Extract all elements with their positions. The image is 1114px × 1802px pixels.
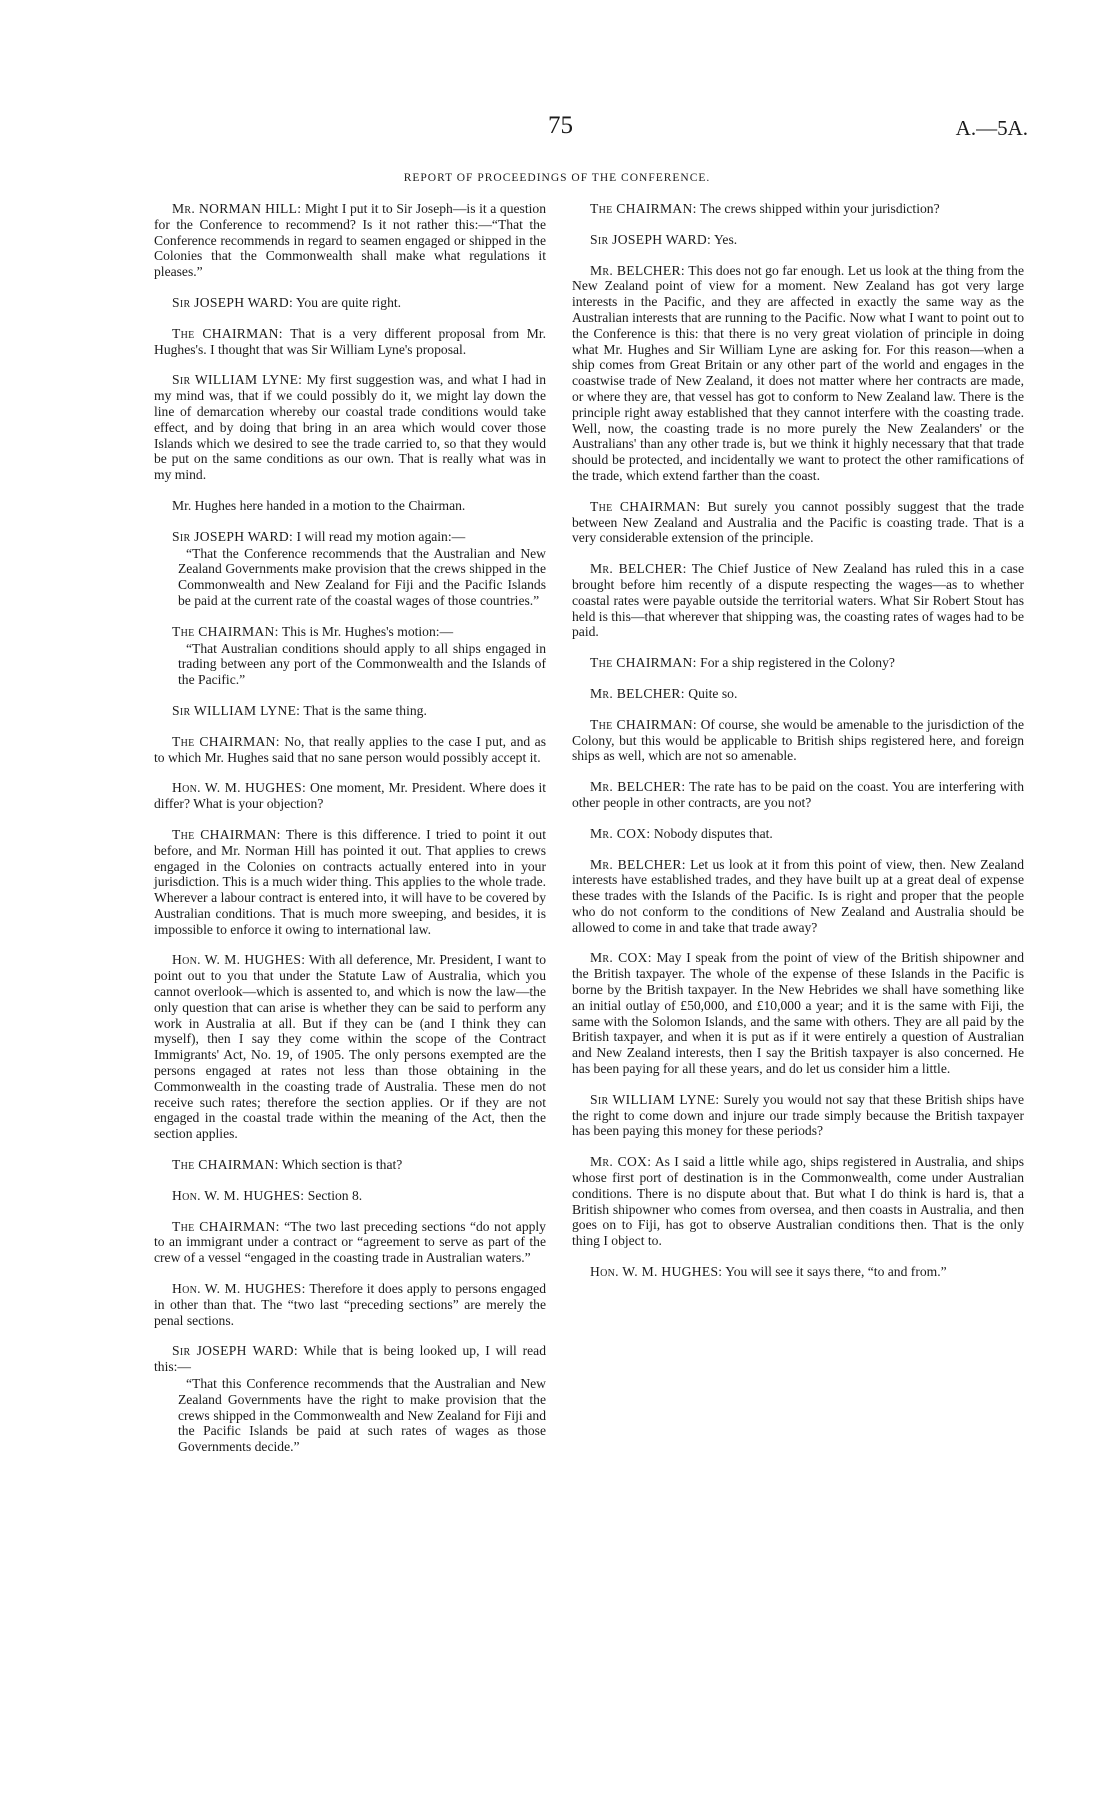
speech-paragraph	[572, 826, 1024, 842]
speaker-name: The CHAIRMAN:	[172, 733, 280, 749]
speaker-name: Sir JOSEPH WARD:	[590, 231, 712, 247]
speech-text: My first suggestion was, and what I had in my mind was, that if we could possibly do it, we might lay down the line of demarcation whereby our coastal trade conditions would take effect, and by doing that bring in an area which would cover those Islands which we desired to see the trade carried to, so that they would be put on the same conditions as our own. That is really what was in my mind.	[154, 372, 546, 483]
speaker-name: The CHAIRMAN:	[172, 826, 281, 842]
speech-paragraph	[572, 1154, 1024, 1249]
speech-paragraph	[154, 498, 546, 514]
quoted-motion: “That Australian conditions should apply to all ships engaged in trading between any port of the Commonwealth and the Islands of the Pacific.”	[178, 640, 546, 688]
speech-paragraph	[154, 295, 546, 311]
speech-text: Let us look at it from this point of view, then. New Zealand interests have established trades, and they have built up at a great deal of expense these trades with the Islands of the Pacific. Is is right and proper that the people who do not conform to the conditions of New Zealand and Australia should be allowed to come in and take that trade away?	[572, 856, 1025, 935]
speech-paragraph	[154, 529, 546, 545]
speaker-name: The CHAIRMAN:	[590, 498, 701, 514]
speech-paragraph	[154, 1343, 546, 1375]
speaker-name: Sir WILLIAM LYNE:	[590, 1091, 720, 1107]
speaker-name: Mr. BELCHER:	[590, 561, 687, 577]
speech-text: The crews shipped within your jurisdiction?	[696, 201, 940, 216]
speech-text: Might I put it to Sir Joseph—is it a question for the Conference to recommend? Is it not rather this:—“That the Conference recommends in regard to seamen engaged or shipped in the Colonies that the Commonwealth shall make what regulations it pleases.”	[154, 201, 546, 280]
speaker-name: Mr. BELCHER:	[590, 779, 686, 795]
speech-paragraph	[572, 950, 1024, 1076]
speech-paragraph	[154, 372, 546, 483]
speech-paragraph	[154, 1219, 546, 1266]
speech-text: For a ship registered in the Colony?	[696, 655, 895, 671]
speech-paragraph	[154, 827, 546, 938]
speaker-name: The CHAIRMAN:	[590, 201, 697, 216]
speech-paragraph	[572, 655, 1024, 671]
speaker-name: The CHAIRMAN:	[590, 655, 697, 671]
document-reference: A.—5A.	[955, 116, 1028, 140]
speech-text: No, that really applies to the case I put, and as to which Mr. Hughes said that no sane person would possibly accept it.	[154, 733, 546, 765]
speaker-name: Sir WILLIAM LYNE:	[172, 372, 303, 388]
quoted-motion: “That the Conference recommends that the Australian and New Zealand Governments make provision that the crews shipped in the Commonwealth and New Zealand for Fiji and the Pacific Islands be paid at the current rate of the coastal wages of those countries.”	[178, 545, 546, 608]
speech-paragraph	[572, 201, 1024, 217]
speech-paragraph	[572, 1264, 1024, 1280]
speaker-name: Mr. BELCHER:	[590, 262, 685, 278]
speech-text: Yes.	[711, 231, 738, 247]
speech-paragraph	[154, 624, 546, 640]
speaker-name: Mr. COX:	[590, 950, 652, 966]
speaker-name: Hon. W. M. HUGHES:	[172, 1281, 306, 1297]
speech-text: This does not go far enough. Let us look at the thing from the New Zealand point of view for a moment. New Zealand has got very large interests in the Pacific, and they are affected in exactly the same way as the Australian interests that are running to the Pacific. Now what I want to point out to the Conference is this: that there is no very great violation of principle in doing what Mr. Hughes and Sir William Lyne are asking for. For this reason—when a ship comes from Great Britain or any other part of the world and engages in the coastwise trade of New Zealand, it does not matter where her contracts are made, or where they are, that vessel has got to conform to New Zealand law. There is the principle right away established that they cannot interfere with the coasting trade. Well, now, the coasting trade is no more purely the New Zealanders' or the Australians' than any other trade is, but we think it highly necessary that that trade should be protected, and incidentally we want to protect the other ramifications of the trade, which extend farther than the coast.	[572, 262, 1025, 483]
speech-paragraph	[572, 717, 1024, 764]
speech-paragraph	[572, 561, 1024, 640]
speaker-name: Mr. BELCHER:	[590, 856, 686, 872]
speech-text: Section 8.	[304, 1187, 363, 1203]
speech-paragraph	[154, 703, 546, 719]
speaker-name: The CHAIRMAN:	[172, 1157, 279, 1173]
speech-text: As I said a little while ago, ships registered in Australia, and ships whose first port of destination is in the Commonwealth, come under Australian conditions. There is no dispute about that. But what I do think is hard is, that a British shipowner who comes from oversea, and then coasts in Australia, and then goes on to Fiji, has got to observe Australian conditions then. That is the only thing I object to.	[572, 1154, 1024, 1249]
speech-paragraph	[154, 1188, 546, 1204]
speaker-name: The CHAIRMAN:	[590, 716, 697, 732]
speech-text: This is Mr. Hughes's motion:—	[278, 623, 454, 639]
speaker-name: Sir JOSEPH WARD:	[172, 294, 294, 310]
speech-text: Quite so.	[684, 685, 738, 701]
speech-text: May I speak from the point of view of the British shipowner and the British taxpayer. The whole of the expense of these Islands in the Pacific is borne by the British taxpayer. In the New Hebrides we shall have something like an initial outlay of £50,000, and £10,000 a year; and it is the same with Fiji, the same with the Solomon Islands, and the same with others. They are all paid by the British taxpayer, and when it is put as if it were entirely a question of Australian and New Zealand interests, then I say the British taxpayer is also concerned. He has been paying for all these years, and do let us consider him a little.	[572, 950, 1024, 1077]
speaker-name: The CHAIRMAN:	[172, 325, 283, 341]
speech-paragraph	[154, 1157, 546, 1173]
speech-text: You will see it says there, “to and from.”	[722, 1264, 947, 1280]
speech-paragraph	[572, 263, 1024, 484]
left-column	[154, 201, 546, 1470]
speech-paragraph	[572, 857, 1024, 936]
speech-text: I will read my motion again:—	[293, 528, 466, 544]
speech-text: That is the same thing.	[300, 702, 427, 718]
speaker-name: Hon. W. M. HUGHES:	[172, 952, 306, 968]
speech-text: Nobody disputes that.	[650, 825, 773, 841]
speaker-name: The CHAIRMAN:	[172, 623, 279, 639]
speech-text: The Chief Justice of New Zealand has ruled this in a case brought before him recently of a dispute respecting the wages—as to whether coastal rates were payable outside the territorial waters. What Sir Robert Stout has held is this—that wherever that shipping was, the coasting rates of wages had to be paid.	[572, 561, 1025, 640]
speaker-name: Hon. W. M. HUGHES:	[172, 1187, 305, 1203]
speech-paragraph	[572, 686, 1024, 702]
speaker-name: Sir JOSEPH WARD:	[172, 528, 294, 544]
speech-text: There is this difference. I tried to point it out before, and Mr. Norman Hill has pointed it out. That applies to crews engaged in the Colonies on contracts actually entered into in your jurisdiction. This is a much wider thing. This applies to the whole trade. Wherever a labour contract is entered into, it will have to be covered by Australian conditions. That is much more sweeping, and besides, it is impossible to enforce it owing to international law.	[154, 826, 546, 937]
speech-text: One moment, Mr. President. Where does it differ? What is your objection?	[154, 780, 546, 812]
speaker-name: Mr. BELCHER:	[590, 685, 685, 701]
speech-text: While that is being looked up, I will read this:—	[154, 1343, 547, 1375]
speaker-name: The CHAIRMAN:	[172, 1218, 280, 1234]
speech-paragraph	[572, 1092, 1024, 1139]
speech-text: Therefore it does apply to persons engaged in other than that. The “two last “preceding sections” are merely the penal sections.	[154, 1281, 547, 1328]
speaker-name: Hon. W. M. HUGHES:	[172, 780, 307, 796]
speaker-name: Mr. COX:	[590, 825, 651, 841]
speaker-name: Mr. COX:	[590, 1154, 652, 1170]
speech-text: “The two last preceding sections “do not apply to an immigrant under a contract or “agreement to serve as part of the crew of a vessel “engaged in the coasting trade in Australian waters.”	[154, 1218, 546, 1266]
speech-text: With all deference, Mr. President, I want to point out to you that under the Statute Law of Australia, which you cannot overlook—which is assented to, and which is now the law—the only question that can arise is whether they can be said to perform any work in Australia at all. But if they can be (and I think they can myself), then I say they come within the scope of the Contract Immigrants' Act, No. 19, of 1905. The only persons exempted are the persons engaged at rates not less than those obtaining in the Commonwealth in the coasting trade of Australia. These men do not receive such rates; therefore the section applies. Or if they are not engaged in the coastal trade within the meaning of the Act, then the section applies.	[154, 952, 546, 1142]
speech-text: The rate has to be paid on the coast. You are interfering with other people in other contracts, are you not?	[572, 779, 1025, 810]
speaker-name: Sir WILLIAM LYNE:	[172, 702, 301, 718]
speech-paragraph	[154, 201, 546, 280]
speech-text: Which section is that?	[278, 1157, 403, 1173]
speaker-name: Mr. NORMAN HILL:	[172, 201, 302, 216]
speech-paragraph	[572, 499, 1024, 546]
speech-text: Of course, she would be amenable to the jurisdiction of the Colony, but this would be applicable to British ships registered here, and foreign ships as well, which are not so amenable.	[572, 716, 1024, 764]
speech-text: But surely you cannot possibly suggest that the trade between New Zealand and Australia and the Pacific is coasting trade. That is a very considerable extension of the principle.	[572, 498, 1024, 546]
speech-text: You are quite right.	[293, 294, 402, 310]
speaker-name: Sir JOSEPH WARD:	[172, 1343, 298, 1359]
speech-text: Mr. Hughes here handed in a motion to the Chairman.	[172, 497, 466, 513]
speech-paragraph	[154, 734, 546, 766]
speech-text: That is a very different proposal from Mr. Hughes's. I thought that was Sir William Lyne's proposal.	[154, 325, 546, 357]
speech-paragraph	[154, 326, 546, 358]
speech-paragraph	[572, 232, 1024, 248]
speech-paragraph	[572, 779, 1024, 811]
right-column	[572, 201, 1024, 1295]
speech-text: Surely you would not say that these British ships have the right to come down and injure our trade simply because the British taxpayer has been paying this money for these periods?	[572, 1091, 1025, 1139]
speech-paragraph	[154, 952, 546, 1142]
speech-paragraph	[154, 780, 546, 812]
speaker-name: Hon. W. M. HUGHES:	[590, 1264, 723, 1280]
page-number: 75	[548, 112, 573, 139]
running-title: REPORT OF PROCEEDINGS OF THE CONFERENCE.	[403, 172, 711, 184]
quoted-motion: “That this Conference recommends that the Australian and New Zealand Governments have the right to make provision that the crews shipped in the Commonwealth and New Zealand for Fiji and the Pacific Islands be paid at such rates of wages as those Governments decide.”	[178, 1376, 546, 1455]
speech-paragraph	[154, 1281, 546, 1328]
